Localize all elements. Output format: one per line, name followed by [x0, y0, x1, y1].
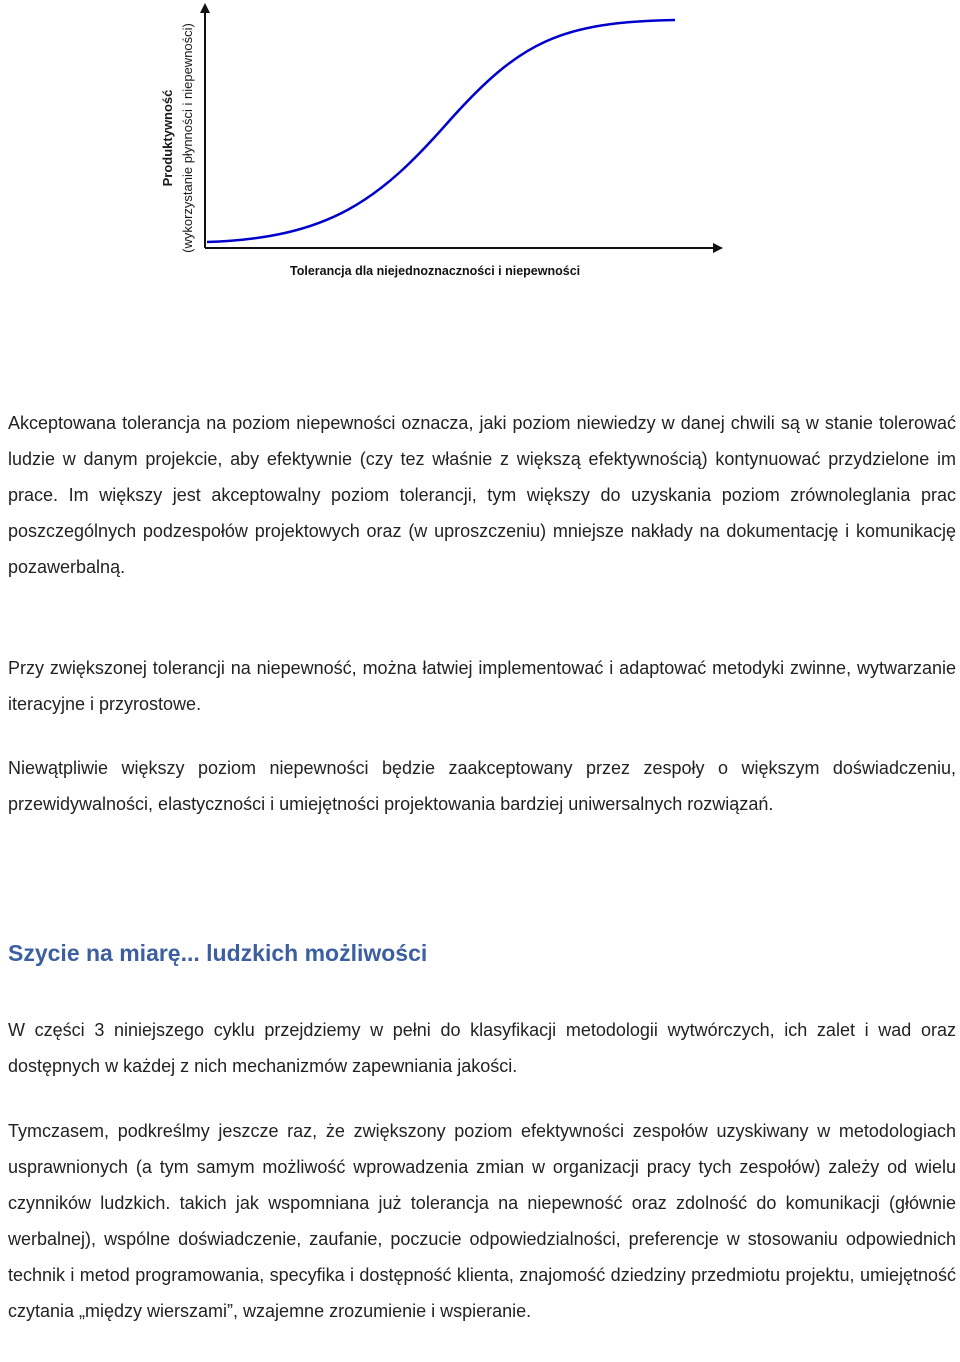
y-axis-label-line1: Produktywność	[160, 89, 175, 187]
paragraph-1: Akceptowana tolerancja na poziom niepewności oznacza, jaki poziom niewiedzy w danej chwili są w stanie tolerować ludzie w danym projekcie, aby efektywnie (czy tez właśnie z większą efektywnością) kontynuować przydzielone im prace. Im większy jest akceptowalny poziom tolerancji, tym większy do uzyskania poziom zrównoleglania prac poszczególnych podzespołów projektowych oraz (w uproszczeniu) mniejsze nakłady na dokumentację i komunikację pozawerbalną.	[8, 413, 956, 577]
section-heading	[8, 940, 956, 967]
productivity-curve	[207, 20, 675, 242]
y-axis-label	[158, 23, 198, 253]
paragraph-4: W części 3 niniejszego cyklu przejdziemy w pełni do klasyfikacji metodologii wytwórczych, ich zalet i wad oraz dostępnych w każdej z nich mechanizmów zapewniania jakości.	[8, 1020, 956, 1076]
paragraph-agile	[8, 650, 956, 722]
x-axis-label: Tolerancja dla niejednoznaczności i niepewności	[290, 264, 581, 278]
paragraph-5: Tymczasem, podkreślmy jeszcze raz, że zwiększony poziom efektywności zespołów uzyskiwany w metodologiach usprawnionych (a tym samym możliwość wprowadzenia zmian w organizacji pracy tych zespołów) zależy od wielu czynników ludzkich. takich jak wspomniana już tolerancja na niepewność oraz zdolność do komunikacji (głównie werbalnej), wspólne doświadczenie, zaufanie, poczucie odpowiedzialności, preferencje w stosowaniu odpowiednich technik i metod programowania, specyfika i dostępność klienta, znajomość dziedziny przedmiotu projektu, umiejętność czytania „między wierszami”, wzajemne zrozumienie i wspieranie.	[8, 1121, 956, 1321]
diagram-svg	[0, 0, 960, 300]
y-axis-label-line2: (wykorzystanie płynności i niepewności)	[180, 23, 195, 253]
paragraph-human-factors	[8, 1113, 956, 1329]
heading-text: Szycie na miarę... ludzkich możliwości	[8, 940, 428, 966]
paragraph-uncertainty-tolerance	[8, 405, 956, 585]
paragraph-part-3	[8, 1012, 956, 1084]
paragraph-2: Przy zwiększonej tolerancji na niepewność, można łatwiej implementować i adaptować metodyki zwinne, wytwarzanie iteracyjne i przyrostowe.	[8, 658, 956, 714]
productivity-diagram	[0, 0, 960, 300]
paragraph-experience	[8, 750, 956, 822]
paragraph-3: Niewątpliwie większy poziom niepewności będzie zaakceptowany przez zespoły o większym doświadczeniu, przewidywalności, elastyczności i umiejętności projektowania bardziej uniwersalnych rozwiązań.	[8, 758, 956, 814]
